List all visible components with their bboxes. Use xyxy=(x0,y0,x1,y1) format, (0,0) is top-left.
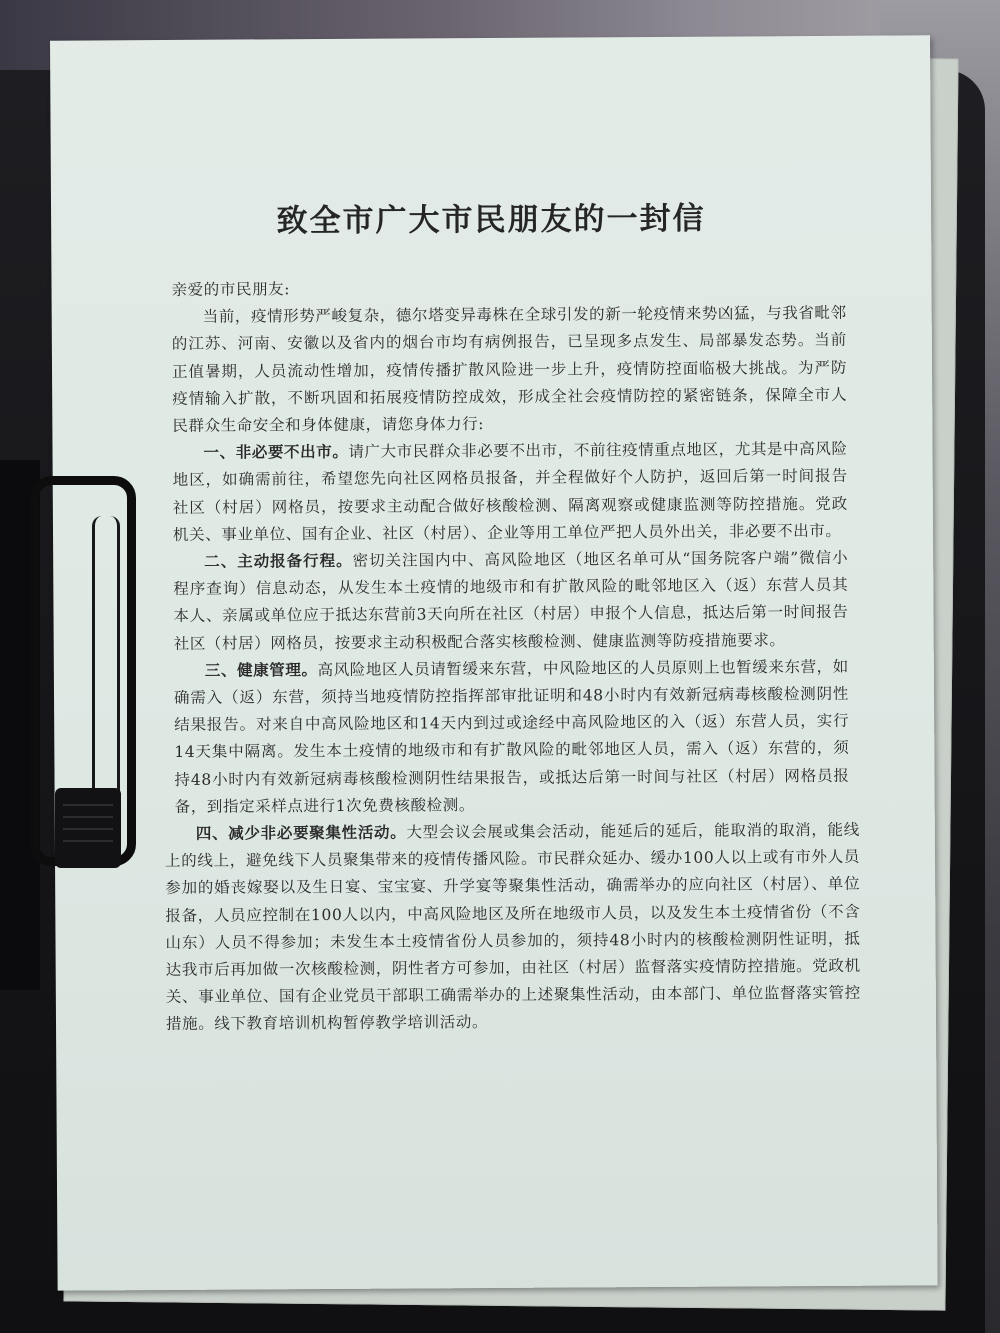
section-text: 请广大市民群众非必要不出市，不前往疫情重点地区，尤其是中高风险地区，如确需前往，希望您先向社区网格员报备，并全程做好个人防护，返回后第一时间报告社区（村居）网格员，按要求主动配合做好核酸检测、隔离观察或健康监测等防控措施。党政机关、事业单位、国有企业、社区（村居）、企业等用工单位严把人员外出关，非必要不出市。 xyxy=(172,440,848,544)
section-paragraph xyxy=(174,654,850,821)
binder-clip-wire xyxy=(92,516,120,816)
letter-body xyxy=(164,273,861,1039)
section-text: 密切关注国内中、高风险地区（地区名单可从“国务院客户端”微信小程序查询）信息动态，从发生本土疫情的地级市和有扩散风险的毗邻地区入（返）东营人员其本人、亲属或单位应于抵达东营前3天向所在社区（村居）申报个人信息，抵达后第一时间报告社区（村居）网格员，按要求主动积极配合落实核酸检测、健康监测等防疫措施要求。 xyxy=(173,548,849,653)
grip-ridge xyxy=(63,804,113,806)
section-text: 大型会议会展或集会活动，能延后的延后，能取消的取消，能线上的线上，避免线下人员聚集带来的疫情传播风险。市民群众延办、缓办100人以上或有市外人员参加的婚丧嫁娶以及生日宴、宝宝宴、升学宴等聚集性活动，确需举办的应向社区（村居）、单位报备，人员应控制在100人以内，中高风险地区及所在地级市人员，以及发生本土疫情省份（不含山东）人员不得参加；未发生本土疫情省份人员参加的，须持48小时内的核酸检测阴性证明，抵达我市后再加做一次核酸检测，阴性者方可参加，由社区（村居）监督落实疫情防控措施。党政机关、事业单位、国有企业党员干部职工确需举办的上述聚集性活动，由本部门、单位监督落实管控措施。线下教育培训机构暂停教学培训活动。 xyxy=(164,820,861,1034)
greeting: 亲爱的市民朋友: xyxy=(171,280,291,299)
binder-clip-grip[interactable] xyxy=(55,788,121,868)
section-heading: 三、健康管理。 xyxy=(204,660,318,680)
section-paragraph xyxy=(173,545,849,658)
section-heading: 二、主动报备行程。 xyxy=(204,551,353,571)
bleed-through-text xyxy=(161,156,861,160)
section-paragraph xyxy=(165,817,861,1039)
section-heading: 一、非必要不出市。 xyxy=(203,443,349,462)
letter-page xyxy=(50,35,938,1290)
grip-ridge xyxy=(63,840,113,842)
grip-ridge xyxy=(63,816,113,818)
grip-ridge xyxy=(63,828,113,830)
section-paragraph xyxy=(172,436,848,549)
section-heading: 四、减少非必要聚集性活动。 xyxy=(195,823,407,843)
page-title: 致全市广大市民朋友的一封信 xyxy=(276,200,706,240)
intro-paragraph: 当前，疫情形势严峻复杂，德尔塔变异毒株在全球引发的新一轮疫情来势凶猛，与我省毗邻的江苏、河南、安徽以及省内的烟台市均有病例报告，已呈现多点发生、局部暴发态势。当前正值暑期，人员流动性增加，疫情传播扩散风险进一步上升，疫情防控面临极大挑战。为严防疫情输入扩散，不断巩固和拓展疫情防控成效，形成全社会疫情防控的紧密链条，保障全市人民群众生命安全和身体健康，请您身体力行: xyxy=(171,304,848,435)
section-text: 高风险地区人员请暂缓来东营，中风险地区的人员原则上也暂缓来东营，如确需入（返）东营，须持当地疫情防控指挥部审批证明和48小时内有效新冠病毒核酸检测阴性结果报告。对来自中高风险地区和14天内到过或途经中高风险地区的入（返）东营人员，实行14天集中隔离。发生本土疫情的地级市和有扩散风险的毗邻地区人员，需入（返）东营的，须持48小时内有效新冠病毒核酸检测阴性结果报告，或抵达后第一时间与社区（村居）网格员报备，到指定采样点进行1次免费核酸检测。 xyxy=(173,657,850,816)
